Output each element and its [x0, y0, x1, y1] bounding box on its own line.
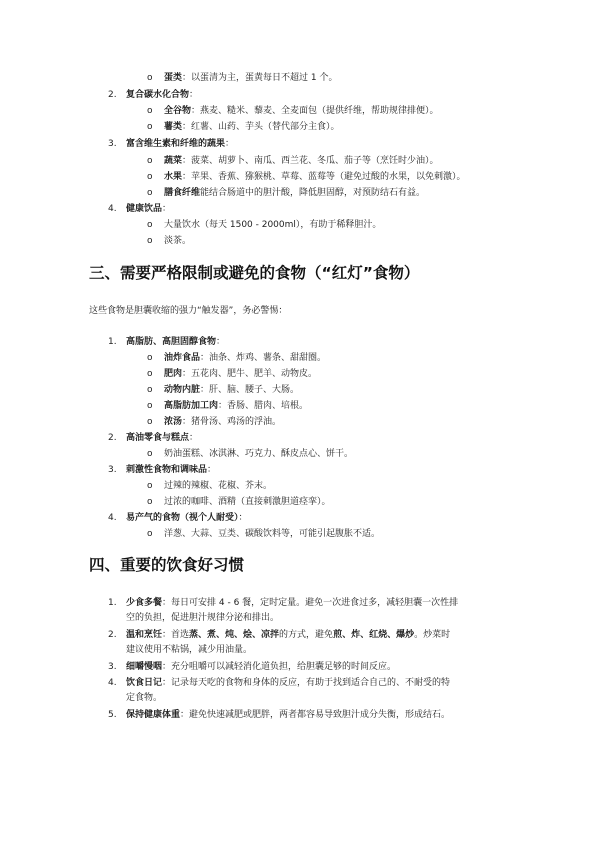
list-item-highfat: 高脂肪、高胆固醇食物：: [126, 337, 226, 347]
list-item-snacks: 奶油蛋糕、冰淇淋、巧克力、酥皮点心、饼干。: [164, 449, 354, 459]
list-item-processed: 高脂肪加工肉：香肠、腊肉、培根。: [164, 401, 309, 411]
list-item-soup: 浓汤：猪骨汤、鸡汤的浮油。: [164, 417, 282, 427]
list-number: 2.: [108, 90, 117, 100]
bullet: o: [147, 73, 153, 83]
list-number: 2.: [108, 433, 117, 443]
list-number: 3.: [108, 139, 117, 149]
bullet: o: [147, 481, 153, 491]
bullet: o: [147, 236, 153, 246]
list-number: 1.: [108, 337, 117, 347]
bullet: o: [147, 353, 153, 363]
list-number: 5.: [108, 710, 117, 720]
habit-item-4-cont: 定食物。: [126, 693, 163, 703]
section-heading: 三、需要严格限制或避免的食物（“红灯”食物）: [89, 264, 420, 282]
list-item-coffee: 过浓的咖啡、酒精（直接刺激胆道痉挛）。: [164, 497, 331, 507]
list-number: 2.: [108, 630, 117, 640]
habit-item-2: 温和烹饪：首选蒸、煮、炖、烩、凉拌的方式，避免煎、炸、红烧、爆炒。炒菜时: [126, 630, 451, 640]
list-number: 1.: [108, 598, 117, 608]
list-item-egg: 蛋类：以蛋清为主，蛋黄每日不超过 1 个。: [164, 73, 338, 83]
list-item-gas: 洋葱、大蒜、豆类、碳酸饮料等，可能引起腹胀不适。: [164, 529, 381, 539]
bullet: o: [147, 529, 153, 539]
list-item-fiber: 膳食纤维能结合肠道中的胆汁酸，降低胆固醇，对预防结石有益。: [164, 188, 426, 198]
bullet: o: [147, 497, 153, 507]
bullet: o: [147, 369, 153, 379]
bullet: o: [147, 172, 153, 182]
list-item-spicy: 过辣的辣椒、花椒、芥末。: [164, 481, 273, 491]
list-item-water: 大量饮水（每天 1500 - 2000ml），有助于稀释胆汁。: [164, 220, 382, 230]
habit-item-1: 少食多餐：每日可安排 4 - 6 餐，定时定量。避免一次进食过多，减轻胆囊一次性排: [126, 598, 459, 608]
list-number: 4.: [108, 513, 117, 523]
list-item-irritants-title: 刺激性食物和调味品：: [126, 465, 217, 475]
list-item-fruit: 水果：苹果、香蕉、猕猴桃、草莓、蓝莓等（避免过酸的水果，以免刺激）。: [164, 172, 466, 182]
list-number: 3.: [108, 465, 117, 475]
list-item-tea: 淡茶。: [164, 236, 192, 246]
list-item-veg: 蔬菜：菠菜、胡萝卜、南瓜、西兰花、冬瓜、茄子等（烹饪时少油）。: [164, 156, 439, 166]
bullet: o: [147, 122, 153, 132]
bullet: o: [147, 156, 153, 166]
habit-item-5: 保持健康体重：避免快速减肥或肥胖，两者都容易导致胆汁成分失衡，形成结石。: [126, 710, 451, 720]
list-item-gas-title: 易产气的食物（视个人耐受）：: [126, 513, 248, 523]
list-number: 3.: [108, 662, 117, 672]
habit-item-3: 细嚼慢咽：充分咀嚼可以减轻消化道负担，给胆囊足够的时间反应。: [126, 662, 397, 672]
list-item-carbs: 复合碳水化合物：: [126, 90, 199, 100]
list-item-fried: 油炸食品：油条、炸鸡、薯条、甜甜圈。: [164, 353, 327, 363]
list-item-snacks-title: 高油零食与糕点：: [126, 433, 199, 443]
section-intro: 这些食物是胆囊收缩的强力“触发器”，务必警惕：: [89, 306, 288, 316]
list-item-offal: 动物内脏：肝、脑、腰子、大肠。: [164, 385, 300, 395]
habit-item-2-cont: 建议使用不粘锅，减少用油量。: [126, 645, 253, 655]
bullet: o: [147, 106, 153, 116]
bullet: o: [147, 385, 153, 395]
list-number: 4.: [108, 204, 117, 214]
habit-item-1-cont: 空的负担，促进胆汁规律分泌和排出。: [126, 613, 280, 623]
section-heading: 四、重要的饮食好习惯: [89, 556, 245, 574]
bullet: o: [147, 188, 153, 198]
list-item-drinks: 健康饮品：: [126, 204, 172, 214]
bullet: o: [147, 449, 153, 459]
habit-item-4: 饮食日记：记录每天吃的食物和身体的反应，有助于找到适合自己的、不耐受的特: [126, 678, 451, 688]
list-item-tubers: 薯类：红薯、山药、芋头（替代部分主食）。: [164, 122, 340, 132]
bullet: o: [147, 220, 153, 230]
list-item-fatmeat: 肥肉：五花肉、肥牛、肥羊、动物皮。: [164, 369, 318, 379]
bullet: o: [147, 401, 153, 411]
list-number: 4.: [108, 678, 117, 688]
list-item-grains: 全谷物：燕麦、糙米、藜麦、全麦面包（提供纤维，帮助规律排便）。: [164, 106, 439, 116]
list-item-vegfruit: 富含维生素和纤维的蔬果：: [126, 139, 235, 149]
bullet: o: [147, 417, 153, 427]
